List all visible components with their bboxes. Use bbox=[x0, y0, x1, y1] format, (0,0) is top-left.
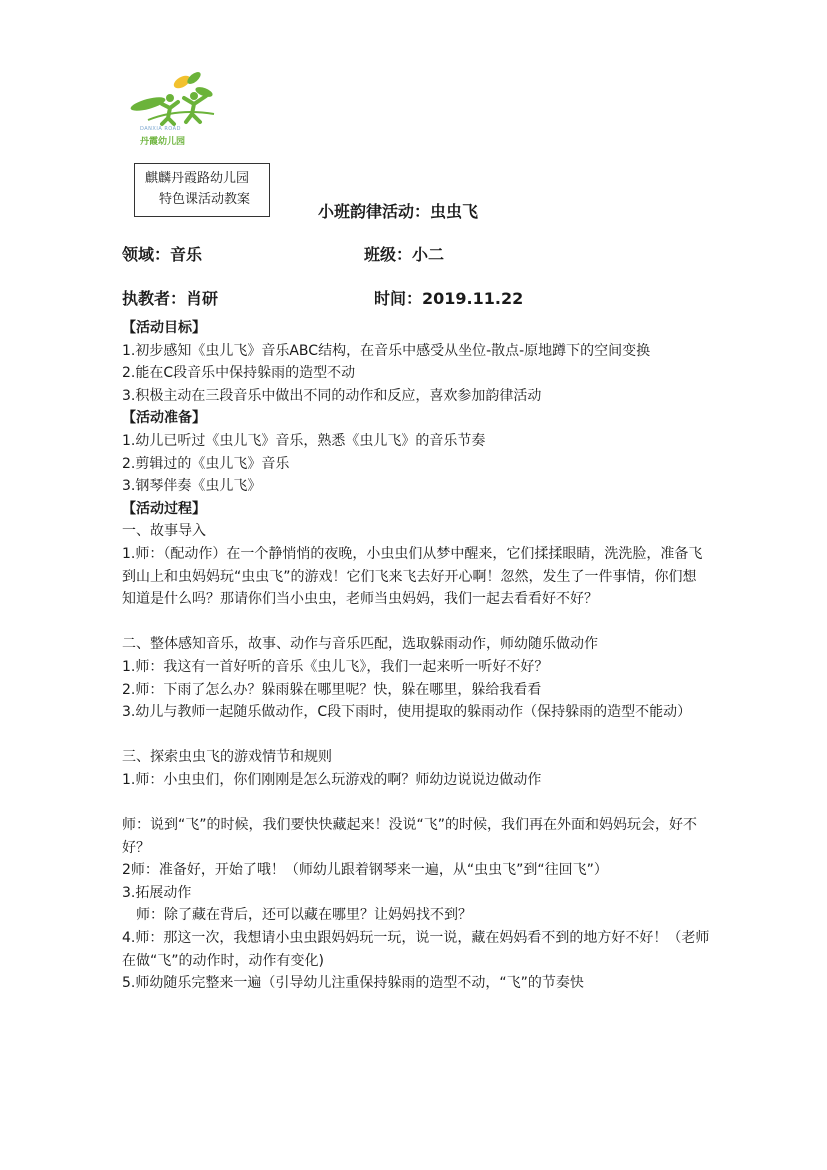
part3-paragraph: 2师：准备好，开始了哦！（师幼儿跟着钢琴来一遍，从“虫虫飞”到“往回飞”） bbox=[122, 862, 608, 879]
time-value: 2019.11.22 bbox=[422, 289, 524, 308]
goal-item: 3.积极主动在三段音乐中做出不同的动作和反应，喜欢参加韵律活动 bbox=[122, 387, 542, 404]
time-field bbox=[374, 286, 523, 309]
prep-heading: 【活动准备】 bbox=[122, 410, 206, 427]
part3-paragraph: 师：除了藏在背后，还可以藏在哪里？让妈妈找不到？ bbox=[136, 907, 472, 924]
part3-paragraph: 5.师幼随乐完整来一遍（引导幼儿注重保持躲雨的造型不动，“飞”的节奏快 bbox=[122, 975, 584, 992]
part2-paragraph: 3.幼儿与教师一起随乐做动作，C段下雨时，使用提取的躲雨动作（保持躲雨的造型不能动） bbox=[122, 704, 692, 721]
time-label: 时间： bbox=[374, 289, 423, 308]
teacher-label: 执教者：肖研 bbox=[122, 289, 219, 308]
part1-title: 一、故事导入 bbox=[122, 523, 206, 540]
goal-item: 1.初步感知《虫儿飞》音乐ABC结构，在音乐中感受从坐位-散点-原地蹲下的空间变换 bbox=[122, 342, 651, 359]
goals-heading: 【活动目标】 bbox=[122, 320, 206, 336]
prep-item: 2.剪辑过的《虫儿飞》音乐 bbox=[122, 455, 290, 472]
part2-paragraph: 1.师：我这有一首好听的音乐《虫儿飞》，我们一起来听一听好不好？ bbox=[122, 658, 549, 675]
domain-label: 领域：音乐 bbox=[122, 245, 203, 264]
part2-title: 二、整体感知音乐，故事、动作与音乐匹配，选取躲雨动作，师幼随乐做动作 bbox=[122, 636, 598, 653]
prep-item: 1.幼儿已听过《虫儿飞》音乐，熟悉《虫儿飞》的音乐节奏 bbox=[122, 432, 486, 449]
page-title: 小班韵律活动：虫虫飞 bbox=[318, 202, 479, 221]
part3-paragraph: 3.拓展动作 bbox=[122, 884, 192, 901]
school-name-box bbox=[134, 163, 270, 217]
lesson-type: 特色课活动教案 bbox=[159, 192, 251, 207]
part3-title: 三、探索虫虫飞的游戏情节和规则 bbox=[122, 749, 332, 766]
part3-paragraph: 师：说到“飞”的时候，我们要快快藏起来！没说“飞”的时候，我们再在外面和妈妈玩会，好不好？ bbox=[122, 817, 698, 856]
class-label: 班级：小二 bbox=[364, 245, 445, 264]
school-name: 麒麟丹霞路幼儿园 bbox=[145, 171, 250, 186]
lesson-body bbox=[122, 317, 710, 995]
logo-caption-en: DANXIA ROAD bbox=[140, 126, 181, 132]
logo-caption-cn: 丹霞幼儿园 bbox=[140, 137, 186, 147]
part2-paragraph: 2.师：下雨了怎么办？躲雨躲在哪里呢？快，躲在哪里，躲给我看看 bbox=[122, 681, 542, 698]
goal-item: 2.能在C段音乐中保持躲雨的造型不动 bbox=[122, 365, 356, 382]
part1-paragraph: 1.师：（配动作）在一个静悄悄的夜晚，小虫虫们从梦中醒来，它们揉揉眼睛，洗洗脸，准备飞到山上和虫妈妈玩“虫虫飞”的游戏！它们飞来飞去好开心啊！忽然，发生了一件事情，你们想知道是什么吗？那请你们当小虫虫，老师当虫妈妈，我们一起去看看好不好？ bbox=[122, 545, 703, 608]
process-heading: 【活动过程】 bbox=[122, 500, 206, 517]
part3-paragraph: 4.师：那这一次，我想请小虫虫跟妈妈玩一玩，说一说，藏在妈妈看不到的地方好不好！（老师在做“飞”的动作时，动作有变化) bbox=[122, 930, 710, 969]
prep-item: 3.钢琴伴奏《虫儿飞》 bbox=[122, 478, 262, 495]
part3-paragraph: 1.师：小虫虫们，你们刚刚是怎么玩游戏的啊？师幼边说说边做动作 bbox=[122, 771, 542, 788]
